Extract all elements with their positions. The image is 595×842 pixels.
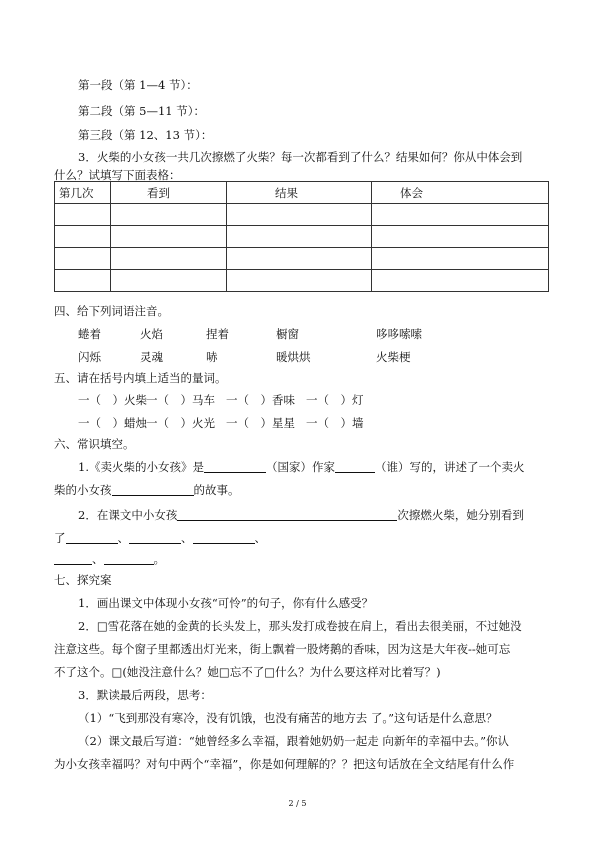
q3-line-1: 3．火柴的小女孩一共几次擦燃了火柴？每一次都看到了什么？结果如何？你从中体会到: [78, 150, 523, 164]
section-7-q2-line-2: 注意这些。每个窗子里都透出灯光来，街上飘着一股烤鹅的香味，因为这是大年夜--她可忘: [54, 642, 511, 656]
word: 暖烘烘: [276, 350, 311, 364]
separator: 、: [254, 531, 266, 545]
table-cell[interactable]: [372, 204, 549, 226]
word: 灵魂: [140, 350, 163, 364]
table-cell[interactable]: [111, 248, 227, 270]
table-row: [55, 204, 549, 226]
table-header-row: [55, 182, 549, 204]
word: 哧: [206, 350, 218, 364]
blank-seen[interactable]: [193, 531, 255, 544]
section-6-q2-line-1: [78, 508, 524, 522]
section-4-row-2: [78, 350, 411, 364]
table-cell[interactable]: [372, 248, 549, 270]
q3-line-2: 什么？试填写下面表格：: [54, 168, 181, 182]
table-header: 体会: [372, 182, 549, 204]
section-4-row-1: [78, 327, 422, 341]
section-7-q2-line-1: 2．□雪花落在她的金黄的长头发上，那头发打成卷披在肩上，看出去很美丽，不过她没: [78, 619, 522, 633]
table-cell[interactable]: [227, 270, 372, 292]
q1-text: （国家）作家: [265, 460, 335, 474]
blank-seen[interactable]: [129, 531, 181, 544]
measure-word-item: 一（ ）星星: [226, 416, 295, 430]
end-mark: 。: [153, 552, 165, 566]
q1-text: 的故事。: [193, 483, 240, 497]
word: 橱窗: [276, 327, 299, 341]
blank-count[interactable]: [177, 508, 397, 521]
table-cell[interactable]: [372, 270, 549, 292]
table-cell[interactable]: [55, 226, 111, 248]
section-6-q1-line-2: [54, 483, 240, 497]
table-cell[interactable]: [227, 248, 372, 270]
blank-seen[interactable]: [54, 552, 92, 565]
answer-table: [54, 181, 549, 292]
table-header: 看到: [111, 182, 227, 204]
measure-word-item: 一（ ）火柴: [78, 393, 147, 407]
section-7-q3-2-line-1: （2）课文最后写道：“她曾经多么幸福，跟着她奶奶一起走 向新年的幸福中去。”你认: [78, 734, 509, 748]
measure-word-item: 一（ ）墙: [306, 416, 364, 430]
measure-word-item: 一（ ）灯: [306, 393, 364, 407]
table-cell[interactable]: [111, 204, 227, 226]
separator: 、: [181, 531, 193, 545]
table-cell[interactable]: [55, 270, 111, 292]
section-5-row-2: [78, 416, 364, 430]
table-cell[interactable]: [55, 204, 111, 226]
table-header: 结果: [227, 182, 372, 204]
table-cell[interactable]: [111, 270, 227, 292]
blank-author[interactable]: [335, 460, 375, 473]
table-cell[interactable]: [55, 248, 111, 270]
q1-text: （谁）写的，讲述了一个卖火: [374, 460, 525, 474]
table-cell[interactable]: [227, 226, 372, 248]
section-5-row-1: [78, 393, 364, 407]
section-5-title: 五、请在括号内填上适当的量词。: [54, 371, 227, 385]
section-7-q3-2-line-2: 为小女孩幸福吗？对句中两个“幸福”，你是如何理解的？？把这句话放在全文结尾有什么作: [54, 757, 515, 771]
section-6-q1-line-1: [78, 460, 524, 474]
section-4-title: 四、给下列词语注音。: [54, 304, 169, 318]
q2-text: 2．在课文中小女孩: [78, 508, 178, 522]
separator: 、: [92, 552, 104, 566]
section-6-q2-line-2: [54, 531, 266, 545]
q1-text: 柴的小女孩: [54, 483, 112, 497]
section-7-q3: 3．默读最后两段，思考：: [78, 688, 212, 702]
table-row: [55, 270, 549, 292]
measure-word-item: 一（ ）蜡烛: [78, 416, 147, 430]
word: 哆哆嗦嗦: [376, 327, 422, 341]
table-row: [55, 226, 549, 248]
blank-seen[interactable]: [104, 552, 154, 565]
table-cell[interactable]: [227, 204, 372, 226]
measure-word-item: 一（ ）香味: [226, 393, 295, 407]
section-7-q3-1: （1）“飞到那没有寒冷，没有饥饿，也没有痛苦的地方去 了。”这句话是什么意思？: [78, 711, 498, 725]
segment-2: 第二段（第 5—11 节）：: [78, 104, 206, 118]
blank-country[interactable]: [204, 460, 266, 473]
table-row: [55, 248, 549, 270]
table-header: 第几次: [55, 182, 111, 204]
separator: 、: [117, 531, 129, 545]
table-cell[interactable]: [372, 226, 549, 248]
blank-seen[interactable]: [66, 531, 118, 544]
word: 闪烁: [78, 350, 101, 364]
word: 火柴梗: [376, 350, 411, 364]
table-cell[interactable]: [111, 226, 227, 248]
page-number: 2 / 5: [288, 799, 307, 808]
word: 蜷着: [78, 327, 101, 341]
section-6-q2-line-3: [54, 552, 165, 566]
section-6-title: 六、常识填空。: [54, 437, 135, 451]
section-7-q1: 1．画出课文中体现小女孩“可怜”的句子，你有什么感受？: [78, 596, 374, 610]
q2-text: 了: [54, 531, 66, 545]
q1-text: 1.《卖火柴的小女孩》是: [78, 460, 204, 474]
section-7-title: 七、探究案: [54, 573, 112, 587]
segment-1: 第一段（第 1—4 节）：: [78, 78, 198, 92]
word: 捏着: [206, 327, 229, 341]
section-7-q2-line-3: 不了这个。□(她没注意什么？她□忘不了□什么？为什么要这样对比着写？): [54, 665, 441, 679]
q2-text: 次擦燃火柴，她分别看到: [397, 508, 524, 522]
segment-3: 第三段（第 12、13 节）：: [78, 128, 213, 142]
measure-word-item: 一（ ）火光: [146, 416, 215, 430]
measure-word-item: 一（ ）马车: [146, 393, 215, 407]
blank-story[interactable]: [112, 483, 194, 496]
word: 火焰: [140, 327, 163, 341]
